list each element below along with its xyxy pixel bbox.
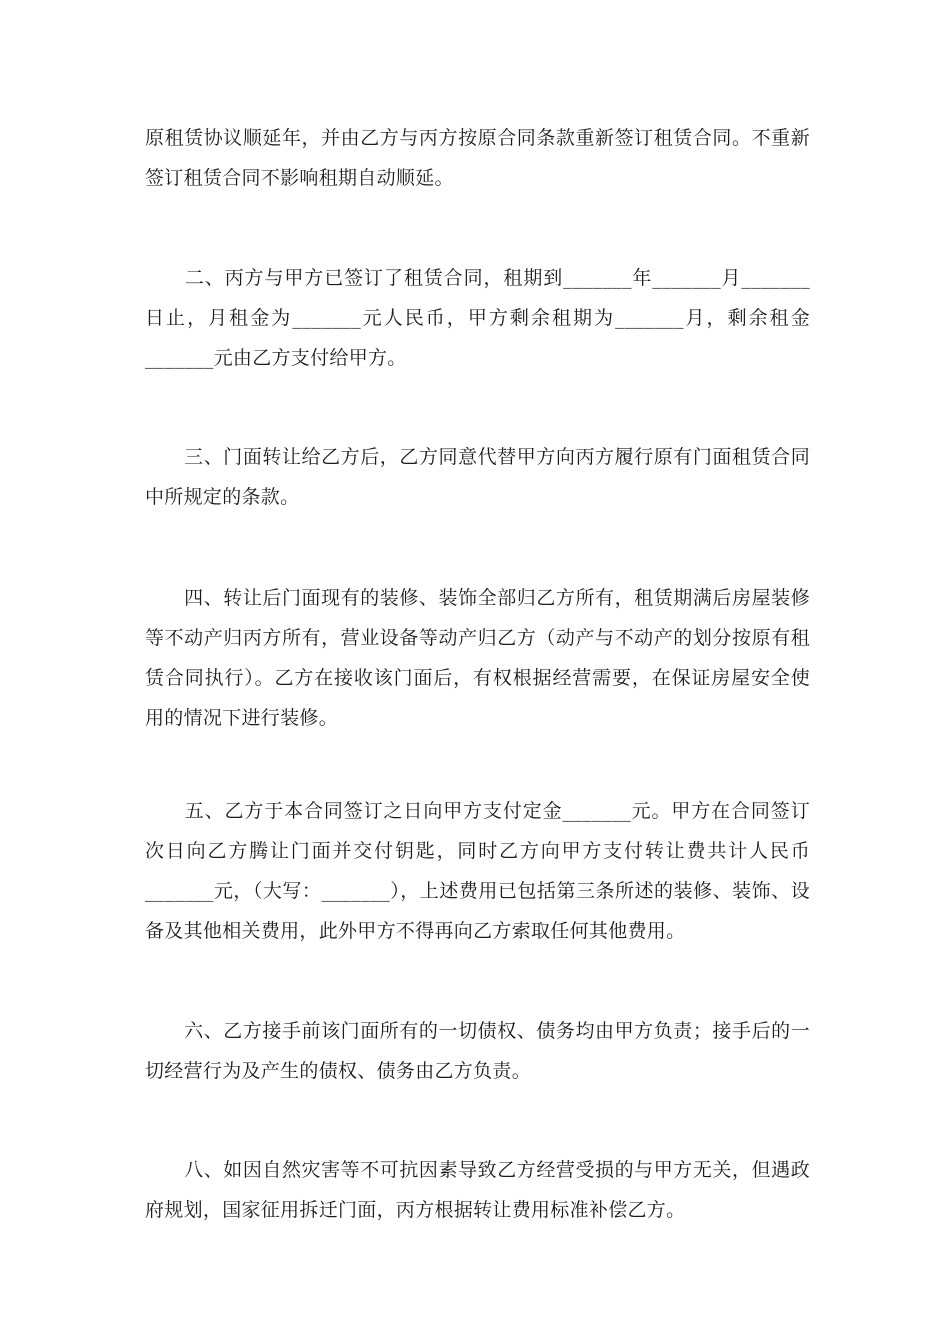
paragraph-continued-term: 原租赁协议顺延年，并由乙方与丙方按原合同条款重新签订租赁合同。不重新签订租赁合同不影响租期自动顺延。 [145, 127, 810, 189]
paragraph-clause-4: 四、转让后门面现有的装修、装饰全部归乙方所有，租赁期满后房屋装修等不动产归丙方所有，营业设备等动产归乙方（动产与不动产的划分按原有租赁合同执行）。乙方在接收该门面后，有权根据经营需要，在保证房屋安全使用的情况下进行装修。 [145, 587, 810, 729]
paragraph-clause-5: 五、乙方于本合同签订之日向甲方支付定金_______元。甲方在合同签订次日向乙方腾让门面并交付钥匙，同时乙方向甲方支付转让费共计人民币_______元，（大写：_______），上述费用已包括第三条所述的装修、装饰、设备及其他相关费用，此外甲方不得再向乙方索取任何其他费用。 [145, 800, 810, 942]
paragraph-clause-8: 八、如因自然灾害等不可抗因素导致乙方经营受损的与甲方无关，但遇政府规划，国家征用拆迁门面，丙方根据转让费用标准补偿乙方。 [145, 1159, 810, 1221]
paragraph-clause-3: 三、门面转让给乙方后，乙方同意代替甲方向丙方履行原有门面租赁合同中所规定的条款。 [145, 446, 810, 508]
paragraph-clause-2: 二、丙方与甲方已签订了租赁合同，租期到_______年_______月_______日止，月租金为_______元人民币，甲方剩余租期为_______月，剩余租金_______元由乙方支付给甲方。 [145, 267, 810, 369]
paragraph-clause-6: 六、乙方接手前该门面所有的一切债权、债务均由甲方负责；接手后的一切经营行为及产生的债权、债务由乙方负责。 [145, 1020, 810, 1082]
